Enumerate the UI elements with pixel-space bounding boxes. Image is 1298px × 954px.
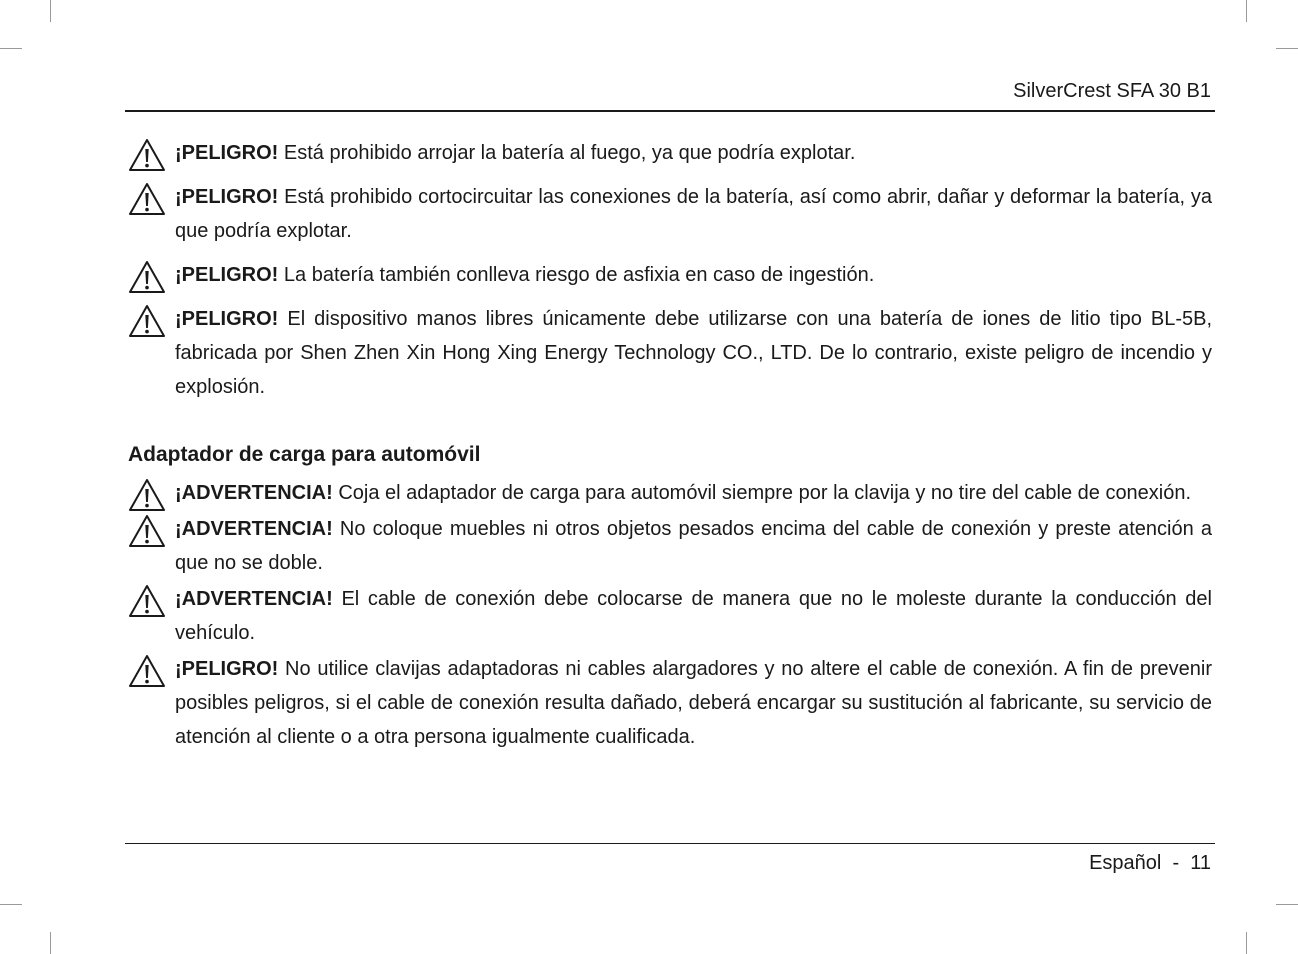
- crop-mark: [1276, 48, 1298, 49]
- warning-label: ¡ADVERTENCIA!: [175, 482, 333, 504]
- warning-triangle-icon: [128, 654, 166, 688]
- warning-label: ¡PELIGRO!: [175, 142, 279, 164]
- warning-text: La batería también conlleva riesgo de asfixia en caso de ingestión.: [278, 264, 875, 286]
- warning-text: No coloque muebles ni otros objetos pesados encima del cable de conexión y preste atención a que no se doble.: [175, 518, 1212, 574]
- warning-label: ¡PELIGRO!: [175, 308, 279, 330]
- warning-label: ¡PELIGRO!: [175, 658, 279, 680]
- warning-item: [128, 258, 1212, 292]
- warning-triangle-icon: [128, 584, 166, 618]
- warning-triangle-icon: [128, 304, 166, 338]
- page-content: [128, 136, 1212, 756]
- section-heading: Adaptador de carga para automóvil: [128, 443, 481, 466]
- warning-item: [128, 652, 1212, 754]
- warning-text: El cable de conexión debe colocarse de manera que no le moleste durante la conducción del vehículo.: [175, 588, 1212, 644]
- warning-item: [128, 302, 1212, 404]
- warning-triangle-icon: [128, 514, 166, 548]
- warning-item: [128, 512, 1212, 580]
- warning-item: [128, 180, 1212, 248]
- warning-triangle-icon: [128, 478, 166, 512]
- warning-text: Está prohibido cortocircuitar las conexiones de la batería, así como abrir, dañar y deformar la batería, ya que podría explotar.: [175, 186, 1212, 242]
- header-rule: [125, 110, 1215, 112]
- warning-text: El dispositivo manos libres únicamente debe utilizarse con una batería de iones de litio tipo BL-5B, fabricada por Shen Zhen Xin Hong Xing Energy Technology CO., LTD. De lo contrario, existe peligro de incendio y explosión.: [175, 308, 1212, 398]
- warning-triangle-icon: [128, 138, 166, 172]
- warning-label: ¡PELIGRO!: [175, 264, 279, 286]
- footer-rule: [125, 843, 1215, 844]
- crop-mark: [1276, 904, 1298, 905]
- page-header: SilverCrest SFA 30 B1: [1013, 80, 1211, 102]
- crop-mark: [0, 904, 22, 905]
- warning-label: ¡PELIGRO!: [175, 186, 279, 208]
- warning-item: [128, 136, 1212, 170]
- page-footer: Español - 11: [1089, 852, 1211, 874]
- warning-label: ¡ADVERTENCIA!: [175, 588, 333, 610]
- warning-text: No utilice clavijas adaptadoras ni cables alargadores y no altere el cable de conexión. A fin de prevenir posibles peligros, si el cable de conexión resulta dañado, deberá encargar su sustitución al fabricante, su servicio de atención al cliente o a otra persona igualmente cualificada.: [175, 658, 1212, 748]
- warning-triangle-icon: [128, 182, 166, 216]
- warning-item: [128, 476, 1212, 510]
- warning-text: Está prohibido arrojar la batería al fuego, ya que podría explotar.: [278, 142, 856, 164]
- warning-label: ¡ADVERTENCIA!: [175, 518, 333, 540]
- crop-mark: [50, 932, 51, 954]
- crop-mark: [0, 48, 22, 49]
- warning-triangle-icon: [128, 260, 166, 294]
- warning-text: Coja el adaptador de carga para automóvil siempre por la clavija y no tire del cable de conexión.: [332, 482, 1192, 504]
- crop-mark: [1246, 0, 1247, 22]
- warning-item: [128, 582, 1212, 650]
- crop-mark: [50, 0, 51, 22]
- crop-mark: [1246, 932, 1247, 954]
